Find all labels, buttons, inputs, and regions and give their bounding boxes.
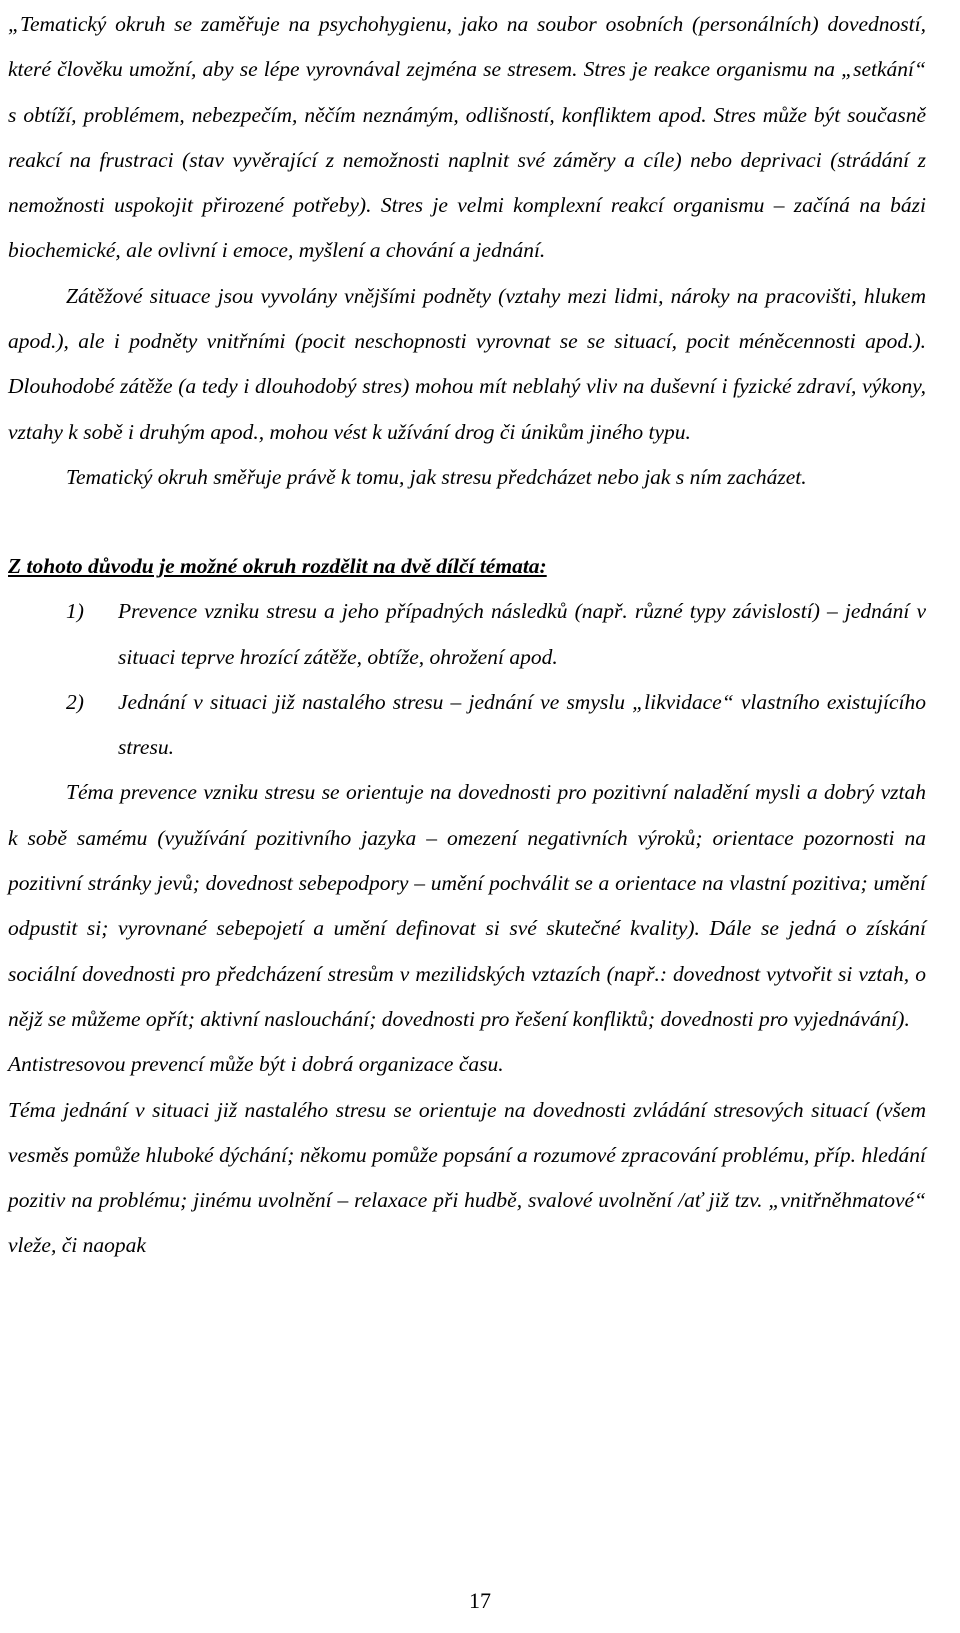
stress-situations-paragraph: Zátěžové situace jsou vyvolány vnějšími podněty (vztahy mezi lidmi, nároky na pracovišti, hlukem apod.), ale i podněty vnitřními (pocit neschopnosti vyrovnat se se situací, pocit méněcennosti apod.). Dlouhodobé zátěže (a tedy i dlouhodobý stres) mohou mít neblahý vliv na duševní i fyzické zdraví, výkony, vztahy k sobě i druhým apod., mohou vést k užívání drog či únikům jiného typu. [8, 283, 926, 444]
prevention-paragraph: Téma prevence vzniku stresu se orientuje na dovednosti pro pozitivní naladění mysli a dobrý vztah k sobě samému (využívání pozitivního jazyka – omezení negativních výroků; orientace pozornosti na pozitivní stránky jevů; dovednost sebepodpory – umění pochválit se a orientace na vlastní pozitiva; umění odpustit si; vyrovnané sebepojetí a umění definovat si své skutečné kvality). Dále se jedná o získání sociální dovednosti pro předcházení stresům v mezilidských vztazích (např.: dovednost vytvořit si vztah, o nějž se můžeme opřít; aktivní naslouchání; dovednosti pro řešení konfliktů; dovednosti pro vyjednávání). [8, 780, 926, 1031]
list-item-text: Prevence vzniku stresu a jeho případných následků (např. různé typy závislostí) – jednání v situaci teprve hrozící zátěže, obtíže, ohrožení apod. [118, 599, 926, 669]
intro-paragraph: „Tematický okruh se zaměřuje na psychohygienu, jako na soubor osobních (personálních) dovedností, které člověku umožní, aby se lépe vyrovnával zejména se stresem. Stres je reakce organismu na „setkání“ s obtíží, problémem, nebezpečím, něčím neznámým, odlišností, konfliktem apod. Stres může být současně reakcí na frustraci (stav vyvěrající z nemožnosti naplnit své záměry a cíle) nebo deprivaci (strádání z nemožnosti uspokojit přirozené potřeby). Stres je velmi komplexní reakcí organismu – začíná na bázi biochemické, ale ovlivní i emoce, myšlení a chování a jednání. [8, 12, 926, 263]
section-heading: Z tohoto důvodu je možné okruh rozdělit na dvě dílčí témata: [8, 554, 547, 579]
list-item-text: Jednání v situaci již nastalého stresu – jednání ve smyslu „likvidace“ vlastního existujícího stresu. [118, 689, 926, 760]
list-item [8, 589, 926, 680]
subtopic-list [8, 589, 926, 770]
page-number: 17 [469, 1588, 491, 1613]
coping-paragraph: Téma jednání v situaci již nastalého stresu se orientuje na dovednosti zvládání stresových situací (všem vesměs pomůže hluboké dýchání; někomu pomůže popsání a rozumové zpracování problému, příp. hledání pozitiv na problému; jinému uvolnění – relaxace při hudbě, svalové uvolnění /ať již tzv. „vnitřněhmatové“ vleže, či naopak [8, 1097, 926, 1258]
list-item [8, 680, 926, 771]
list-item-number: 1) [66, 599, 84, 624]
topic-direction-paragraph: Tematický okruh směřuje právě k tomu, jak stresu předcházet nebo jak s ním zacházet. [66, 464, 807, 489]
time-management-paragraph: Antistresovou prevencí může být i dobrá organizace času. [8, 1052, 504, 1077]
list-item-number: 2) [66, 689, 84, 714]
